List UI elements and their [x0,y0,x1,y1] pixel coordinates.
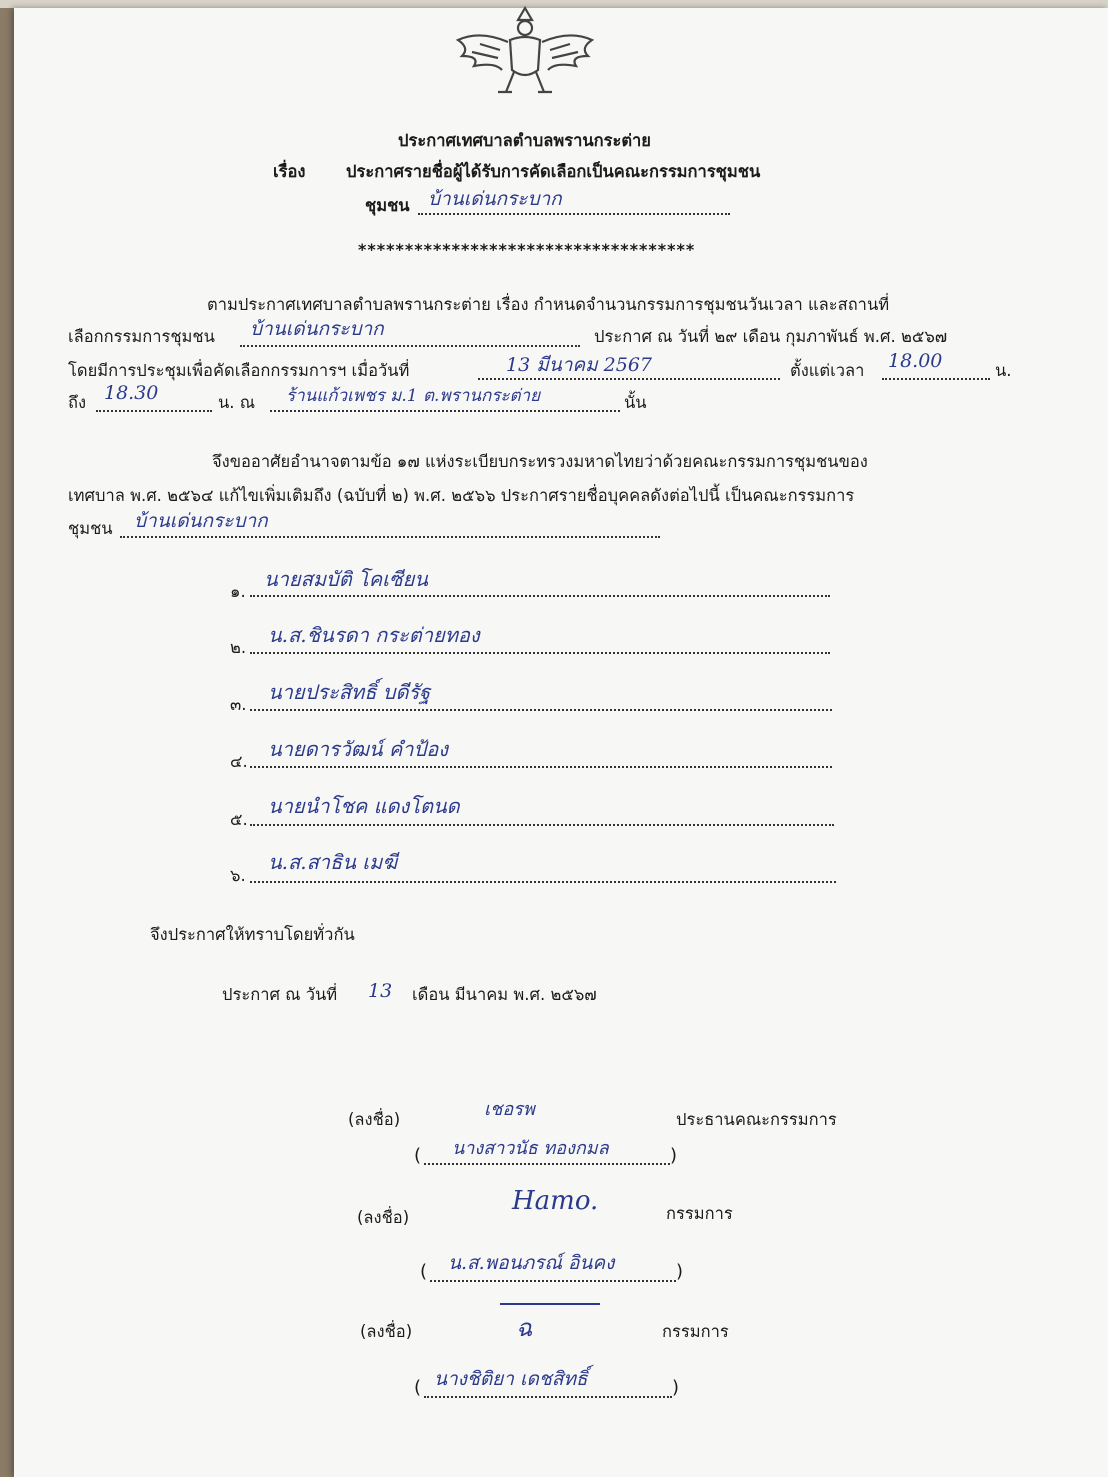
signatory-name-handwritten: นางสาวนัธ ทองกมล [452,1138,609,1159]
member-dotted-line [250,652,830,654]
closing-date-text-b: เดือน มีนาคม พ.ศ. ๒๕๖๗ [412,985,597,1004]
member-name-handwritten: นายนำโชค แดงโตนด [268,794,460,818]
name-close-paren: ) [676,1261,684,1282]
p1-line2-text-a: เลือกกรรมการชุมชน [68,327,215,346]
name-close-paren: ) [672,1377,680,1398]
member-number: ๕. [230,810,248,829]
p1-line3-time-dotted [882,378,990,380]
sign-label: (ลงชื่อ) [360,1322,413,1341]
document-title: ประกาศเทศบาลตำบลพรานกระต่าย [398,131,651,150]
p1-line3-text-c: น. [995,361,1012,380]
signatory-role: กรรมการ [662,1322,729,1341]
member-number: ๖. [230,866,246,885]
closing-date-handwritten: 13 [368,980,393,1002]
member-number: ๑. [230,582,246,601]
member-name-handwritten: น.ส.ชินรดา กระต่ายทอง [268,623,480,647]
garuda-emblem-icon [450,0,600,100]
signatory-name-dotted [430,1280,676,1282]
p1-line4-time-dotted [96,410,212,412]
member-number: ๒. [230,638,247,657]
signatory-name-dotted [424,1396,672,1398]
p1-line3-date-handwritten: 13 มีนาคม 2567 [506,354,653,376]
closing-announcement: จึงประกาศให้ทราบโดยทั่วกัน [150,925,355,944]
signatory-name-handwritten: น.ส.พอนภรณ์ อินคง [448,1252,615,1274]
p1-line4-text-a: ถึง [68,393,87,412]
p1-line4-time-handwritten: 18.30 [104,382,159,404]
member-name-handwritten: นายสมบัติ โคเซียน [264,567,428,591]
member-number: ๓. [230,695,247,714]
name-open-paren: ( [420,1261,428,1282]
name-open-paren: ( [414,1377,422,1398]
p1-line2-text-b: ประกาศ ณ วันที่ ๒๙ เดือน กุมภาพันธ์ พ.ศ. ๒๕๖๗ [594,327,948,346]
p1-line4-text-b: น. ณ [218,393,256,412]
p2-line3-text-a: ชุมชน [68,519,113,538]
header-separator-stars: ************************************ [358,240,696,259]
signature-handwritten: Hamo. [512,1186,599,1216]
subject-label: เรื่อง [273,162,306,181]
p1-line3-time-handwritten: 18.00 [888,350,943,372]
p2-line3-handwritten: บ้านเด่นกระบาก [134,510,268,532]
signature-stroke [500,1303,600,1345]
p1-line2-dotted [240,345,580,347]
member-dotted-line [250,595,830,597]
signatory-name-handwritten: นางชิติยา เดชสิทธิ์ [434,1368,588,1390]
signatory-name-dotted [424,1163,670,1165]
name-open-paren: ( [414,1145,422,1166]
p1-line3-text-b: ตั้งแต่เวลา [790,361,865,380]
closing-date-text-a: ประกาศ ณ วันที่ [222,985,338,1004]
signature-handwritten: เชอรพ [484,1099,535,1120]
member-dotted-line [250,766,832,768]
member-name-handwritten: น.ส.สาธิน เมฆี [268,850,398,874]
community-handwritten: บ้านเด่นกระบาก [428,188,562,210]
sign-label: (ลงชื่อ) [348,1110,401,1129]
p1-line4-place-handwritten: ร้านแก้วเพชร ม.1 ต.พรานกระต่าย [286,386,541,406]
p1-line4-place-dotted [270,410,620,412]
member-name-handwritten: นายดารวัฒน์ คำป้อง [268,737,448,761]
signature-handwritten: ฉ [516,1314,533,1342]
signatory-role: กรรมการ [666,1204,733,1223]
member-dotted-line [250,881,836,883]
p1-line1: ตามประกาศเทศบาลตำบลพรานกระต่าย เรื่อง กำหนดจำนวนกรรมการชุมชนวันเวลา และสถานที่ [207,295,890,314]
member-name-handwritten: นายประสิทธิ์ บดีรัฐ [268,680,431,704]
community-label: ชุมชน [365,196,410,215]
p1-line4-text-c: นั้น [624,393,647,412]
name-close-paren: ) [670,1145,678,1166]
member-number: ๔. [230,752,248,771]
p2-line3-dotted [120,536,660,538]
p2-line2: เทศบาล พ.ศ. ๒๕๖๔ แก้ไขเพิ่มเติมถึง (ฉบับที่ ๒) พ.ศ. ๒๕๖๖ ประกาศรายชื่อบุคคลดังต่อไปนี้ เป็นคณะกรรมการ [68,486,855,505]
p1-line2-handwritten: บ้านเด่นกระบาก [250,318,384,340]
sign-label: (ลงชื่อ) [357,1208,410,1227]
p2-line1: จึงขออาศัยอำนาจตามข้อ ๑๗ แห่งระเบียบกระทรวงมหาดไทยว่าด้วยคณะกรรมการชุมชนของ [212,452,868,471]
member-dotted-line [250,824,834,826]
member-dotted-line [250,709,832,711]
subject-text: ประกาศรายชื่อผู้ได้รับการคัดเลือกเป็นคณะกรรมการชุมชน [346,162,761,181]
signatory-role: ประธานคณะกรรมการ [676,1110,837,1129]
p1-line3-text-a: โดยมีการประชุมเพื่อคัดเลือกกรรมการฯ เมื่อวันที่ [68,361,410,380]
